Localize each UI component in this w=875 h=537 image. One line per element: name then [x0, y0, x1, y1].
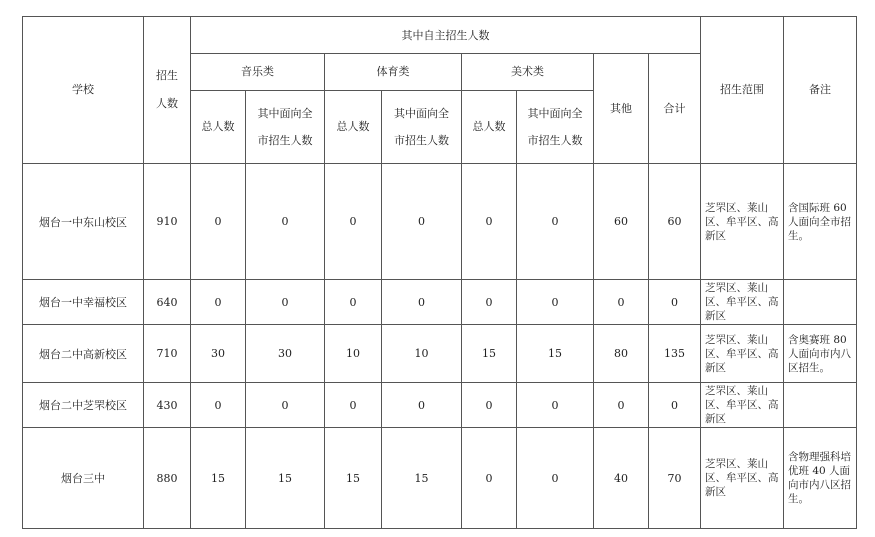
sports-total: 0: [325, 164, 382, 280]
school-name: 烟台二中芝罘校区: [23, 383, 144, 428]
music-citywide: 0: [246, 383, 325, 428]
header-sports-total: 总人数: [325, 91, 382, 164]
sports-citywide: 15: [382, 428, 462, 529]
sports-total: 0: [325, 383, 382, 428]
note-text: [784, 280, 857, 325]
note-text: 含奥赛班 80 人面向市内八区招生。: [784, 325, 857, 383]
sports-total: 0: [325, 280, 382, 325]
enroll-count: 910: [144, 164, 191, 280]
header-sum: 合计: [649, 54, 701, 164]
music-total: 15: [191, 428, 246, 529]
table-row: [23, 383, 857, 428]
enroll-range: 芝罘区、莱山区、牟平区、高新区: [701, 164, 784, 280]
art-total: 0: [462, 164, 517, 280]
note-text: 含物理强科培优班 40 人面向市内八区招生。: [784, 428, 857, 529]
music-total: 0: [191, 164, 246, 280]
header-other: 其他: [594, 54, 649, 164]
art-total: 0: [462, 280, 517, 325]
header-music-citywide: 其中面向全 市招生人数: [246, 91, 325, 164]
music-total: 30: [191, 325, 246, 383]
header-sports: 体育类: [325, 54, 462, 91]
sum-count: 70: [649, 428, 701, 529]
sum-count: 135: [649, 325, 701, 383]
header-school: 学校: [23, 17, 144, 164]
header-music-total: 总人数: [191, 91, 246, 164]
school-name: 烟台一中东山校区: [23, 164, 144, 280]
other-count: 80: [594, 325, 649, 383]
sports-citywide: 0: [382, 383, 462, 428]
header-enroll-count: 招生 人数: [144, 17, 191, 164]
music-citywide: 0: [246, 164, 325, 280]
table-row: [23, 280, 857, 325]
admissions-table: [22, 16, 857, 529]
sports-citywide: 0: [382, 164, 462, 280]
enroll-count: 430: [144, 383, 191, 428]
music-total: 0: [191, 280, 246, 325]
art-total: 0: [462, 428, 517, 529]
enroll-range: 芝罘区、莱山区、牟平区、高新区: [701, 383, 784, 428]
note-text: [784, 383, 857, 428]
sports-citywide: 0: [382, 280, 462, 325]
header-art: 美术类: [462, 54, 594, 91]
sports-total: 10: [325, 325, 382, 383]
art-citywide: 0: [517, 164, 594, 280]
other-count: 60: [594, 164, 649, 280]
art-citywide: 0: [517, 383, 594, 428]
header-self-enrollment-group: 其中自主招生人数: [191, 17, 701, 54]
data-rows: [23, 164, 857, 529]
enroll-range: 芝罘区、莱山区、牟平区、高新区: [701, 325, 784, 383]
sum-count: 0: [649, 383, 701, 428]
art-citywide: 0: [517, 428, 594, 529]
school-name: 烟台三中: [23, 428, 144, 529]
school-name: 烟台一中幸福校区: [23, 280, 144, 325]
header-enroll-range: 招生范围: [701, 17, 784, 164]
other-count: 0: [594, 280, 649, 325]
note-text: 含国际班 60 人面向全市招生。: [784, 164, 857, 280]
sum-count: 0: [649, 280, 701, 325]
table-row: [23, 428, 857, 529]
sports-total: 15: [325, 428, 382, 529]
art-citywide: 15: [517, 325, 594, 383]
header-note: 备注: [784, 17, 857, 164]
music-citywide: 15: [246, 428, 325, 529]
enroll-range: 芝罘区、莱山区、牟平区、高新区: [701, 428, 784, 529]
music-total: 0: [191, 383, 246, 428]
music-citywide: 0: [246, 280, 325, 325]
table-row: [23, 325, 857, 383]
art-citywide: 0: [517, 280, 594, 325]
sum-count: 60: [649, 164, 701, 280]
school-name: 烟台二中高新校区: [23, 325, 144, 383]
art-total: 15: [462, 325, 517, 383]
header-art-total: 总人数: [462, 91, 517, 164]
enroll-count: 880: [144, 428, 191, 529]
other-count: 40: [594, 428, 649, 529]
enroll-range: 芝罘区、莱山区、牟平区、高新区: [701, 280, 784, 325]
music-citywide: 30: [246, 325, 325, 383]
header-music: 音乐类: [191, 54, 325, 91]
header-rows: [23, 17, 857, 164]
enroll-count: 710: [144, 325, 191, 383]
table-row: [23, 164, 857, 280]
header-sports-citywide: 其中面向全 市招生人数: [382, 91, 462, 164]
other-count: 0: [594, 383, 649, 428]
enroll-count: 640: [144, 280, 191, 325]
header-art-citywide: 其中面向全 市招生人数: [517, 91, 594, 164]
sports-citywide: 10: [382, 325, 462, 383]
art-total: 0: [462, 383, 517, 428]
